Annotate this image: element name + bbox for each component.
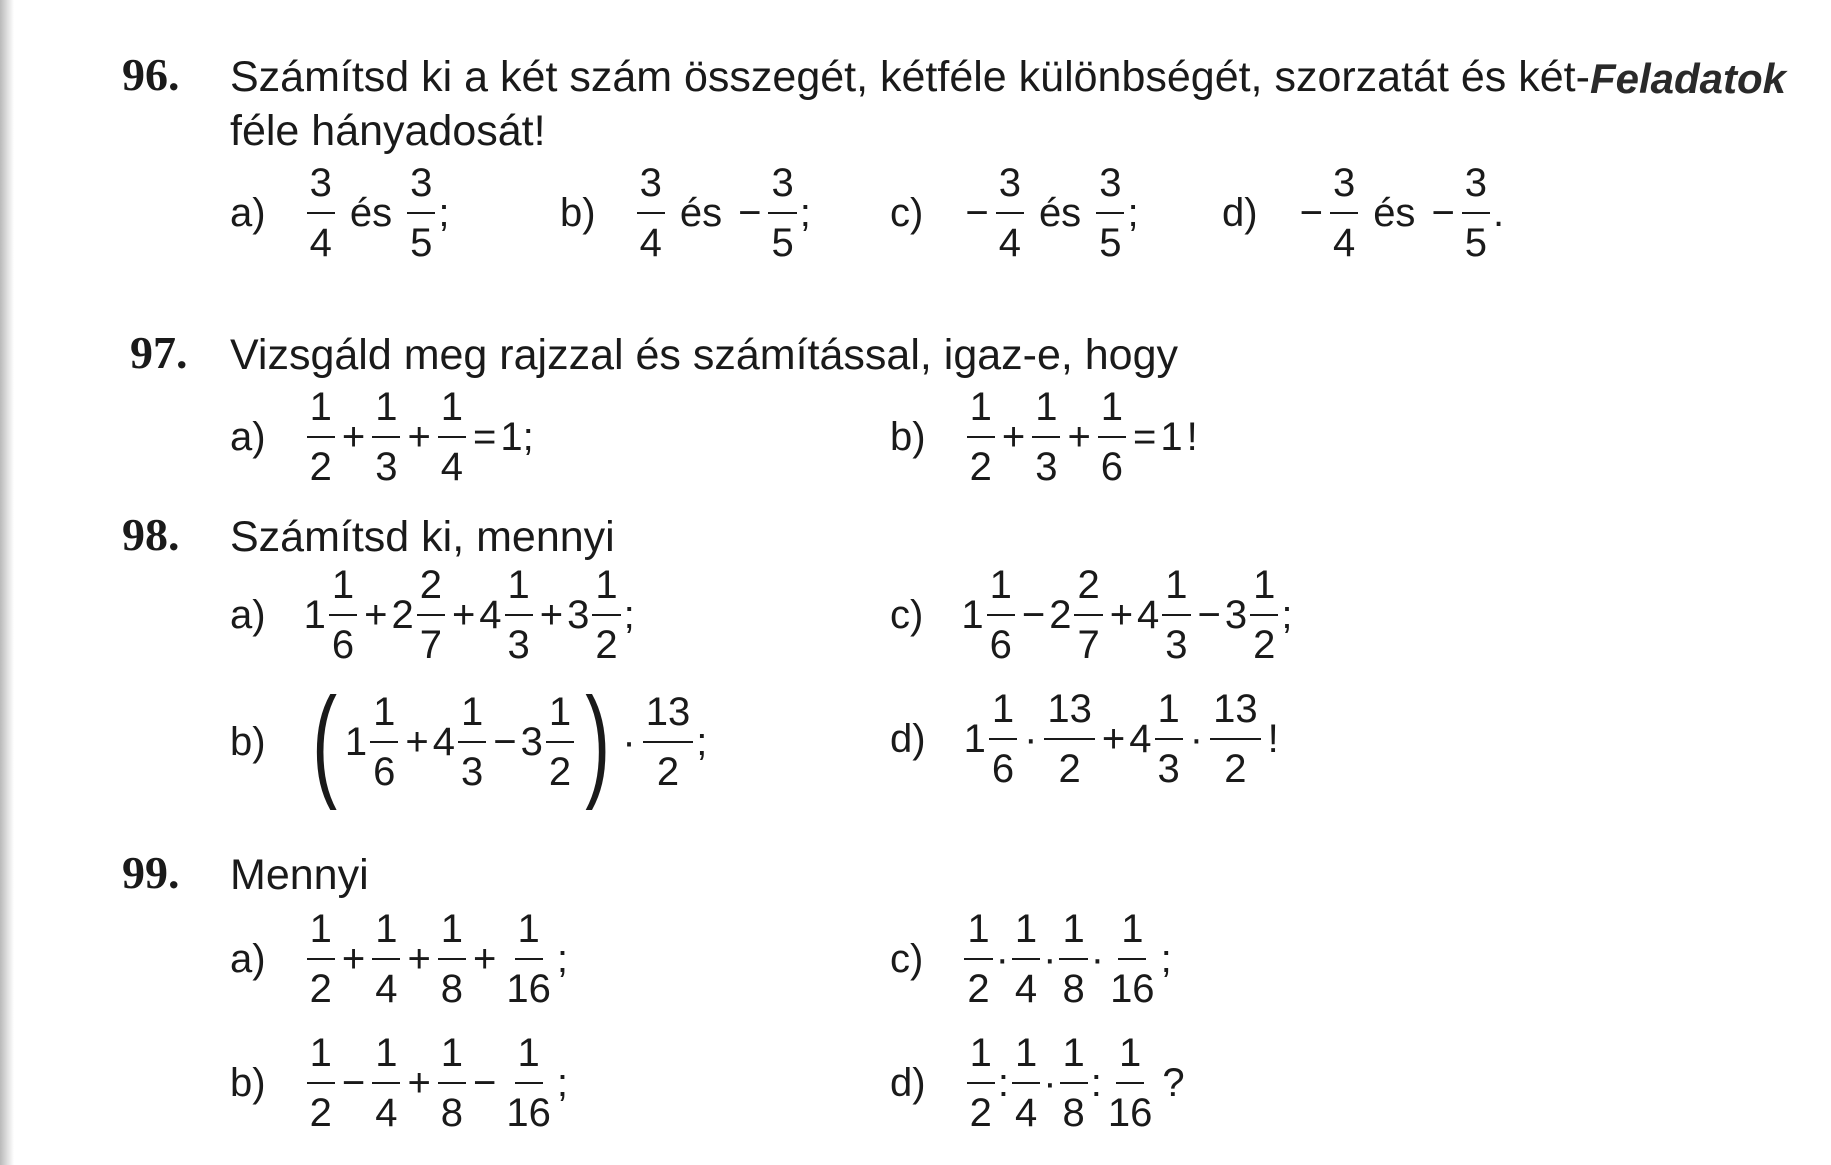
fraction: $\frac{1}{16}$ (1107, 1031, 1153, 1135)
fraction: $\frac{1}{16}$ (1110, 907, 1155, 1011)
fraction: $\frac{2}{7}$ (417, 562, 445, 668)
fraction: $\frac{13}{2}$ (1044, 686, 1095, 792)
problem-96-item-b (560, 160, 811, 266)
item-label: a) (230, 415, 266, 459)
whole-part: 1 (963, 717, 986, 761)
expression (304, 562, 635, 668)
fraction: $\frac{1}{6}$ (329, 562, 357, 668)
item-label: b) (560, 191, 596, 235)
operator: : (1090, 1061, 1102, 1105)
whole-part: 4 (1129, 717, 1152, 761)
operator: · (1024, 717, 1038, 761)
expression (304, 160, 450, 266)
problem-98-item-b (230, 673, 708, 811)
fraction: $\frac{1}{4}$ (372, 906, 400, 1012)
problem-96-item-a (230, 160, 449, 266)
right-parenthesis: ) (585, 673, 611, 811)
fraction: $\frac{3}{5}$ (1462, 160, 1490, 266)
operator: − (1197, 593, 1221, 637)
fraction: $\frac{1}{2}$ (307, 906, 335, 1012)
fraction: $\frac{3}{4}$ (307, 160, 335, 266)
operator: − (493, 720, 517, 764)
punctuation: ! (1186, 415, 1198, 459)
punctuation: ; (623, 593, 635, 637)
punctuation: . (1493, 191, 1505, 235)
fraction: $\frac{3}{4}$ (1330, 160, 1358, 266)
fraction: $\frac{1}{8}$ (438, 906, 466, 1012)
fraction: $\frac{1}{16}$ (506, 1031, 551, 1135)
item-label: a) (230, 937, 266, 981)
fraction: $\frac{1}{8}$ (1059, 906, 1087, 1012)
operator: · (1090, 937, 1105, 981)
conjunction: és (349, 191, 393, 235)
expression (961, 906, 1171, 1012)
fraction: $\frac{1}{4}$ (438, 384, 466, 490)
minus-sign: − (1431, 191, 1455, 235)
problem-98-text: Számítsd ki, mennyi (230, 513, 615, 561)
operator: + (1001, 415, 1026, 459)
fraction: $\frac{1}{3}$ (458, 689, 486, 795)
fraction: $\frac{1}{3}$ (505, 562, 533, 668)
operator: : (997, 1061, 1009, 1105)
fraction: $\frac{1}{3}$ (372, 384, 400, 490)
conjunction: és (679, 191, 723, 235)
minus-sign: − (1299, 191, 1323, 235)
operator: + (407, 937, 431, 981)
operator: · (1043, 937, 1057, 981)
operator: + (341, 415, 366, 459)
expression (961, 562, 1292, 668)
problem-97-item-a (230, 384, 534, 490)
expression (964, 384, 1202, 490)
fraction: $\frac{1}{2}$ (307, 384, 335, 490)
fraction: $\frac{2}{7}$ (1074, 562, 1102, 668)
operator: · (622, 720, 636, 764)
fraction: $\frac{1}{4}$ (1012, 906, 1040, 1012)
problem-97-item-b (890, 384, 1202, 490)
fraction: $\frac{3}{5}$ (407, 160, 435, 266)
problem-96-text-line1: Számítsd ki a két szám összegét, kétféle különbségét, szorzatát és két- (230, 53, 1590, 101)
problem-99-item-b (230, 1030, 568, 1136)
item-label: d) (890, 1061, 926, 1105)
expression (964, 686, 1283, 792)
operator: + (407, 415, 431, 459)
problem-99-item-a (230, 906, 568, 1012)
fraction: $\frac{1}{2}$ (967, 384, 995, 490)
fraction: $\frac{1}{6}$ (987, 562, 1015, 668)
expression (304, 384, 534, 490)
operator: − (1021, 593, 1046, 637)
item-label: c) (890, 191, 924, 235)
equals-sign: = (473, 415, 497, 459)
whole-part: 3 (567, 593, 590, 637)
problem-96-item-c (890, 160, 1139, 266)
operator: + (1109, 593, 1134, 637)
fraction: $\frac{1}{2}$ (1250, 562, 1278, 668)
operator: + (364, 593, 388, 637)
fraction: $\frac{1}{2}$ (967, 1030, 995, 1136)
punctuation: ; (1127, 191, 1139, 235)
problem-98-number: 98. (122, 509, 180, 560)
item-label: d) (1222, 191, 1258, 235)
fraction: $\frac{1}{4}$ (1012, 1030, 1040, 1136)
problem-98-item-d (890, 686, 1283, 792)
punctuation: ; (1281, 593, 1293, 637)
problem-97-number: 97. (130, 327, 188, 378)
problem-98-item-c (890, 562, 1293, 668)
fraction: $\frac{3}{5}$ (1096, 160, 1124, 266)
fraction: $\frac{1}{3}$ (1155, 686, 1183, 792)
operator: + (405, 720, 429, 764)
whole-part: 2 (391, 593, 414, 637)
fraction: $\frac{1}{8}$ (1060, 1030, 1088, 1136)
whole-part: 4 (479, 593, 502, 637)
fraction: $\frac{1}{2}$ (546, 689, 574, 795)
problem-99-text: Mennyi (230, 851, 369, 899)
minus-sign: − (738, 191, 762, 235)
item-label: b) (890, 415, 926, 459)
whole-part: 4 (1137, 593, 1160, 637)
conjunction: és (1373, 191, 1416, 235)
conjunction: és (1038, 191, 1082, 235)
fraction: $\frac{3}{5}$ (768, 160, 796, 266)
operator: + (1067, 415, 1091, 459)
item-label: b) (230, 720, 266, 764)
result: 1 (500, 415, 523, 459)
fraction: $\frac{13}{2}$ (1210, 686, 1261, 792)
punctuation: ? (1162, 1061, 1185, 1105)
fraction: $\frac{1}{2}$ (964, 906, 992, 1012)
expression (304, 1030, 568, 1136)
problem-96-item-d (1222, 160, 1504, 266)
problem-96-text-line2: féle hányadosát! (230, 107, 546, 155)
minus-sign: − (965, 191, 989, 235)
fraction: $\frac{1}{6}$ (1098, 384, 1126, 490)
whole-part: 3 (1224, 593, 1248, 637)
item-label: b) (230, 1061, 266, 1105)
fraction: $\frac{1}{8}$ (438, 1030, 466, 1136)
operator: + (341, 937, 366, 981)
fraction: $\frac{13}{2}$ (643, 689, 694, 795)
problem-99-item-d (890, 1030, 1189, 1136)
item-label: a) (230, 191, 266, 235)
punctuation: ! (1267, 717, 1279, 761)
result: 1 (1160, 415, 1183, 459)
punctuation: ; (522, 415, 534, 459)
equals-sign: = (1133, 415, 1157, 459)
section-title: Feladatok (1589, 55, 1786, 102)
operator: · (1043, 1061, 1057, 1105)
fraction: $\frac{1}{3}$ (1032, 384, 1060, 490)
expression (1296, 160, 1505, 266)
punctuation: ; (438, 191, 450, 235)
punctuation: ; (556, 937, 569, 981)
punctuation: ; (1160, 937, 1172, 981)
left-parenthesis: ( (311, 673, 337, 811)
problem-99-number: 99. (122, 847, 180, 898)
fraction: $\frac{1}{3}$ (1162, 562, 1190, 668)
whole-part: 1 (303, 593, 326, 637)
expression (964, 1030, 1189, 1136)
whole-part: 3 (520, 720, 543, 764)
item-label: a) (230, 593, 266, 637)
fraction: $\frac{1}{4}$ (372, 1030, 400, 1136)
operator: · (995, 937, 1009, 981)
fraction: $\frac{1}{2}$ (307, 1030, 335, 1136)
punctuation: ; (556, 1061, 569, 1105)
operator: + (451, 593, 476, 637)
expression (304, 673, 708, 811)
operator: + (473, 937, 497, 981)
expression (304, 906, 568, 1012)
operator: + (407, 1061, 431, 1105)
fraction: $\frac{1}{16}$ (506, 907, 551, 1011)
item-label: c) (890, 593, 924, 637)
item-label: c) (890, 937, 924, 981)
whole-part: 1 (961, 593, 984, 637)
page-gutter-shadow (0, 0, 14, 1165)
problem-98-item-a (230, 562, 635, 668)
problem-97-text: Vizsgáld meg rajzzal és számítással, igaz-e, hogy (230, 331, 1179, 379)
operator: · (1189, 717, 1204, 761)
whole-part: 1 (344, 720, 368, 764)
operator: + (539, 593, 564, 637)
operator: + (1101, 717, 1126, 761)
whole-part: 2 (1049, 593, 1072, 637)
fraction: $\frac{1}{6}$ (370, 689, 398, 795)
item-label: d) (890, 717, 926, 761)
fraction: $\frac{1}{2}$ (592, 562, 620, 668)
operator: − (473, 1061, 497, 1105)
problem-96-number: 96. (122, 49, 180, 100)
whole-part: 4 (432, 720, 455, 764)
fraction: $\frac{1}{6}$ (989, 686, 1017, 792)
fraction: $\frac{3}{4}$ (996, 160, 1024, 266)
expression (961, 160, 1138, 266)
problem-99-item-c (890, 906, 1172, 1012)
punctuation: ; (799, 191, 811, 235)
expression (634, 160, 811, 266)
fraction: $\frac{3}{4}$ (637, 160, 665, 266)
operator: − (341, 1061, 366, 1105)
punctuation: ; (696, 720, 708, 764)
